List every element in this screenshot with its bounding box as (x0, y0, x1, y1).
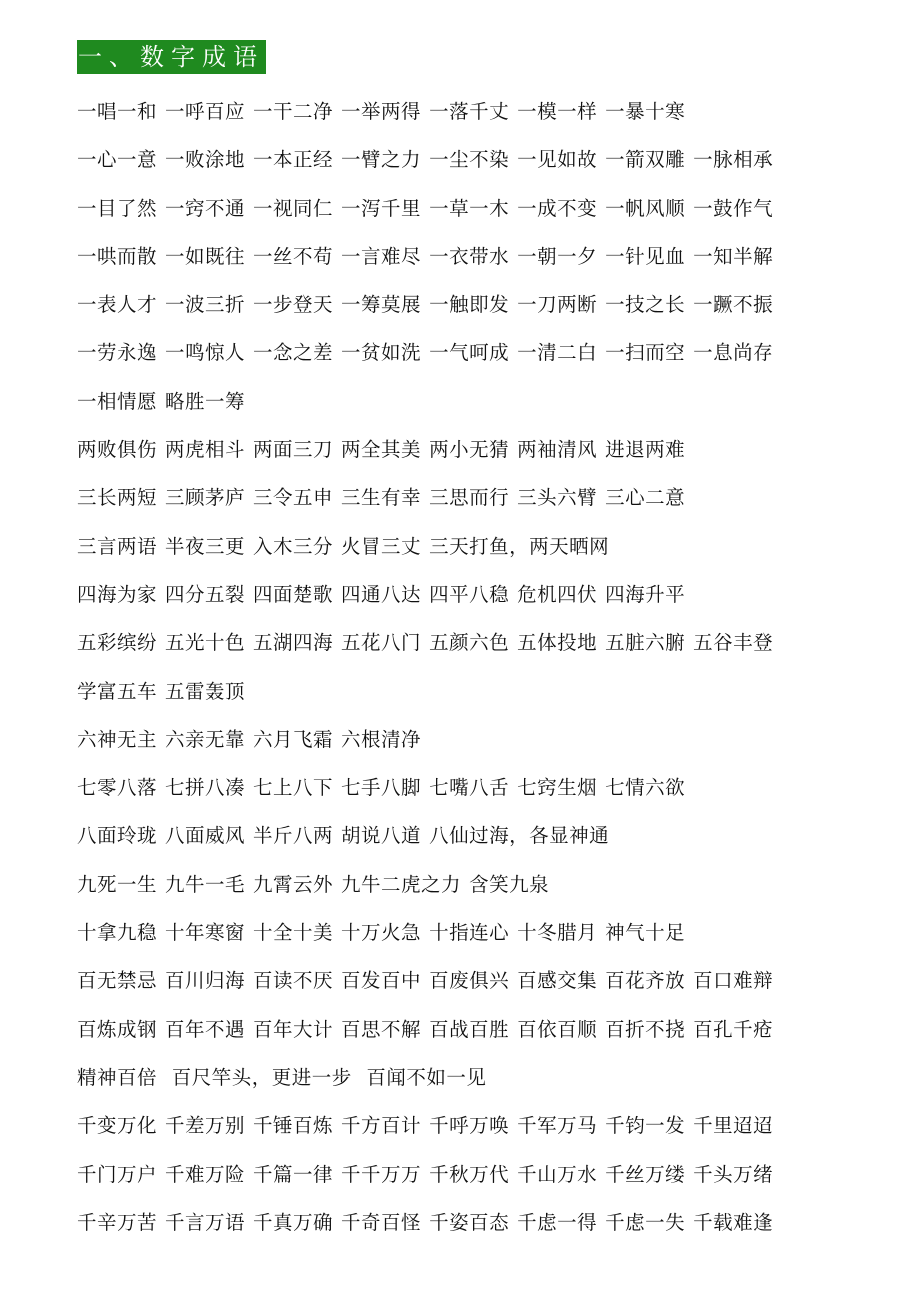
idiom: 一帆风顺 (605, 196, 686, 220)
idiom: 千门万户 (77, 1162, 158, 1186)
idiom: 五谷丰登 (693, 631, 774, 655)
idiom: 一劳永逸 (77, 341, 158, 365)
idiom: 七上八下 (253, 776, 334, 800)
idiom: 胡说八道 (341, 824, 422, 848)
idiom: 略胜一筹 (165, 389, 246, 413)
idiom: 八面玲珑 (77, 824, 158, 848)
idiom: 一哄而散 (77, 244, 158, 268)
idiom: 五雷轰顶 (165, 679, 246, 703)
idiom: 百折不挠 (605, 1017, 686, 1041)
idiom: 五体投地 (517, 631, 598, 655)
idiom: 两虎相斗 (165, 438, 246, 462)
idiom: 百口难辩 (693, 969, 774, 993)
idiom: 一针见血 (605, 244, 686, 268)
idiom: 七拼八凑 (165, 776, 246, 800)
idiom: 一丝不苟 (253, 244, 334, 268)
idiom-line (77, 571, 877, 619)
idiom-line (77, 716, 877, 764)
idiom: 七情六欲 (605, 776, 686, 800)
idiom-line (77, 1199, 877, 1247)
idiom: 一波三折 (165, 293, 246, 317)
section-heading: 一、数字成语 (77, 40, 266, 74)
idiom: 一箭双雕 (605, 148, 686, 172)
idiom: 千变万化 (77, 1114, 158, 1138)
idiom: 百战百胜 (429, 1017, 510, 1041)
idiom-line (77, 378, 877, 426)
idiom: 千山万水 (517, 1162, 598, 1186)
idiom: 九霄云外 (253, 872, 334, 896)
idiom: 一相情愿 (77, 389, 158, 413)
idiom: 三长两短 (77, 486, 158, 510)
idiom: 七手八脚 (341, 776, 422, 800)
idiom: 一衣带水 (429, 244, 510, 268)
idiom: 三天打鱼，两天晒网 (429, 534, 610, 558)
idiom: 九牛一毛 (165, 872, 246, 896)
idiom: 百思不解 (341, 1017, 422, 1041)
idiom: 十拿九稳 (77, 921, 158, 945)
idiom: 进退两难 (605, 438, 686, 462)
idiom-line (77, 1151, 877, 1199)
idiom: 五脏六腑 (605, 631, 686, 655)
idiom: 百感交集 (517, 969, 598, 993)
idiom: 千辛万苦 (77, 1210, 158, 1234)
idiom: 一败涂地 (165, 148, 246, 172)
idiom-line (77, 909, 877, 957)
idiom-line (77, 185, 877, 233)
idiom: 千锤百炼 (253, 1114, 334, 1138)
idiom: 一表人才 (77, 293, 158, 317)
idiom: 一刀两断 (517, 293, 598, 317)
idiom: 三心二意 (605, 486, 686, 510)
idiom-line (77, 474, 877, 522)
idiom: 九牛二虎之力 (341, 872, 462, 896)
idiom: 两败俱伤 (77, 438, 158, 462)
idiom: 百发百中 (341, 969, 422, 993)
idiom: 一视同仁 (253, 196, 334, 220)
idiom: 两小无猜 (429, 438, 510, 462)
idiom-line (77, 861, 877, 909)
idiom: 百废俱兴 (429, 969, 510, 993)
idiom: 一举两得 (341, 100, 422, 123)
idiom: 一本正经 (253, 148, 334, 172)
idiom: 神气十足 (605, 921, 686, 945)
idiom: 一贫如洗 (341, 341, 422, 365)
idiom: 四面楚歌 (253, 582, 334, 606)
idiom: 千千万万 (341, 1162, 422, 1186)
idiom: 百读不厌 (253, 969, 334, 993)
idiom: 三思而行 (429, 486, 510, 510)
idiom: 五颜六色 (429, 631, 510, 655)
idiom: 一气呵成 (429, 341, 510, 365)
idiom-line (77, 957, 877, 1005)
idiom: 一筹莫展 (341, 293, 422, 317)
idiom-line (77, 233, 877, 281)
idiom: 一言难尽 (341, 244, 422, 268)
idiom: 一落千丈 (429, 100, 510, 123)
idiom: 百川归海 (165, 969, 246, 993)
idiom: 六亲无靠 (165, 727, 246, 751)
idiom: 六月飞霜 (253, 727, 334, 751)
idiom-line (77, 329, 877, 377)
idiom: 危机四伏 (517, 582, 598, 606)
idiom: 三生有幸 (341, 486, 422, 510)
idiom: 千载难逢 (693, 1210, 774, 1234)
idiom: 千篇一律 (253, 1162, 334, 1186)
idiom: 千虑一失 (605, 1210, 686, 1234)
idiom: 学富五车 (77, 679, 158, 703)
idiom: 八面威风 (165, 824, 246, 848)
idiom: 两全其美 (341, 438, 422, 462)
idiom: 一知半解 (693, 244, 774, 268)
idiom: 十指连心 (429, 921, 510, 945)
idiom: 十冬腊月 (517, 921, 598, 945)
idiom: 千丝万缕 (605, 1162, 686, 1186)
idiom: 千真万确 (253, 1210, 334, 1234)
idiom: 十年寒窗 (165, 921, 246, 945)
idiom: 一脉相承 (693, 148, 774, 172)
idiom: 千头万绪 (693, 1162, 774, 1186)
idiom-line (77, 281, 877, 329)
idiom: 一步登天 (253, 293, 334, 317)
idiom: 一朝一夕 (517, 244, 598, 268)
idiom: 四平八稳 (429, 582, 510, 606)
idiom: 八仙过海，各显神通 (429, 824, 610, 848)
idiom: 千秋万代 (429, 1162, 510, 1186)
idiom-line (77, 1102, 877, 1150)
idiom: 两袖清风 (517, 438, 598, 462)
idiom-list (77, 88, 877, 1247)
idiom: 半斤八两 (253, 824, 334, 848)
idiom: 一唱一和 (77, 100, 158, 123)
idiom: 一息尚存 (693, 341, 774, 365)
idiom: 一见如故 (517, 148, 598, 172)
idiom: 一目了然 (77, 196, 158, 220)
idiom: 一鸣惊人 (165, 341, 246, 365)
idiom: 一蹶不振 (693, 293, 774, 317)
document-page (77, 40, 877, 1247)
idiom: 千军万马 (517, 1114, 598, 1138)
idiom: 半夜三更 (165, 534, 246, 558)
idiom: 精神百倍 (77, 1065, 158, 1089)
idiom: 六根清净 (341, 727, 422, 751)
idiom: 百闻不如一见 (359, 1065, 487, 1089)
idiom: 五湖四海 (253, 631, 334, 655)
idiom-line (77, 1006, 877, 1054)
idiom: 千里迢迢 (693, 1114, 774, 1138)
idiom: 千差万别 (165, 1114, 246, 1138)
idiom: 一泻千里 (341, 196, 422, 220)
idiom: 三言两语 (77, 534, 158, 558)
idiom-line (77, 812, 877, 860)
idiom: 三头六臂 (517, 486, 598, 510)
idiom: 千言万语 (165, 1210, 246, 1234)
idiom: 百尺竿头，更进一步 (165, 1065, 352, 1089)
idiom: 一模一样 (517, 100, 598, 123)
idiom: 十万火急 (341, 921, 422, 945)
idiom-line (77, 1054, 877, 1102)
idiom: 一扫而空 (605, 341, 686, 365)
idiom-line (77, 426, 877, 474)
idiom: 千方百计 (341, 1114, 422, 1138)
idiom: 四海为家 (77, 582, 158, 606)
idiom: 千奇百怪 (341, 1210, 422, 1234)
idiom: 三令五申 (253, 486, 334, 510)
idiom-line (77, 523, 877, 571)
idiom: 六神无主 (77, 727, 158, 751)
idiom: 四分五裂 (165, 582, 246, 606)
idiom: 火冒三丈 (341, 534, 422, 558)
idiom: 一呼百应 (165, 100, 246, 123)
idiom: 一鼓作气 (693, 196, 774, 220)
idiom-line (77, 764, 877, 812)
idiom: 百年大计 (253, 1017, 334, 1041)
idiom-line (77, 619, 877, 667)
idiom: 百花齐放 (605, 969, 686, 993)
idiom: 一触即发 (429, 293, 510, 317)
idiom: 千难万险 (165, 1162, 246, 1186)
idiom: 五光十色 (165, 631, 246, 655)
idiom: 一如既往 (165, 244, 246, 268)
idiom: 一技之长 (605, 293, 686, 317)
idiom: 一清二白 (517, 341, 598, 365)
idiom: 百依百顺 (517, 1017, 598, 1041)
idiom: 一念之差 (253, 341, 334, 365)
idiom: 七嘴八舌 (429, 776, 510, 800)
idiom: 一窍不通 (165, 196, 246, 220)
idiom: 含笑九泉 (469, 872, 550, 896)
idiom: 九死一生 (77, 872, 158, 896)
idiom: 千呼万唤 (429, 1114, 510, 1138)
idiom: 一草一木 (429, 196, 510, 220)
idiom: 入木三分 (253, 534, 334, 558)
idiom: 五彩缤纷 (77, 631, 158, 655)
idiom: 千虑一得 (517, 1210, 598, 1234)
idiom: 一臂之力 (341, 148, 422, 172)
idiom: 十全十美 (253, 921, 334, 945)
idiom: 一心一意 (77, 148, 158, 172)
idiom: 两面三刀 (253, 438, 334, 462)
idiom: 千钧一发 (605, 1114, 686, 1138)
idiom: 五花八门 (341, 631, 422, 655)
idiom: 一干二净 (253, 100, 334, 123)
idiom-line (77, 88, 877, 136)
idiom: 千姿百态 (429, 1210, 510, 1234)
idiom: 一尘不染 (429, 148, 510, 172)
idiom-line (77, 668, 877, 716)
idiom: 四海升平 (605, 582, 686, 606)
idiom: 一成不变 (517, 196, 598, 220)
idiom: 百孔千疮 (693, 1017, 774, 1041)
idiom: 三顾茅庐 (165, 486, 246, 510)
idiom: 一暴十寒 (605, 100, 686, 123)
idiom: 百年不遇 (165, 1017, 246, 1041)
idiom: 四通八达 (341, 582, 422, 606)
idiom: 百炼成钢 (77, 1017, 158, 1041)
idiom-line (77, 136, 877, 184)
idiom: 百无禁忌 (77, 969, 158, 993)
idiom: 七零八落 (77, 776, 158, 800)
idiom: 七窍生烟 (517, 776, 598, 800)
